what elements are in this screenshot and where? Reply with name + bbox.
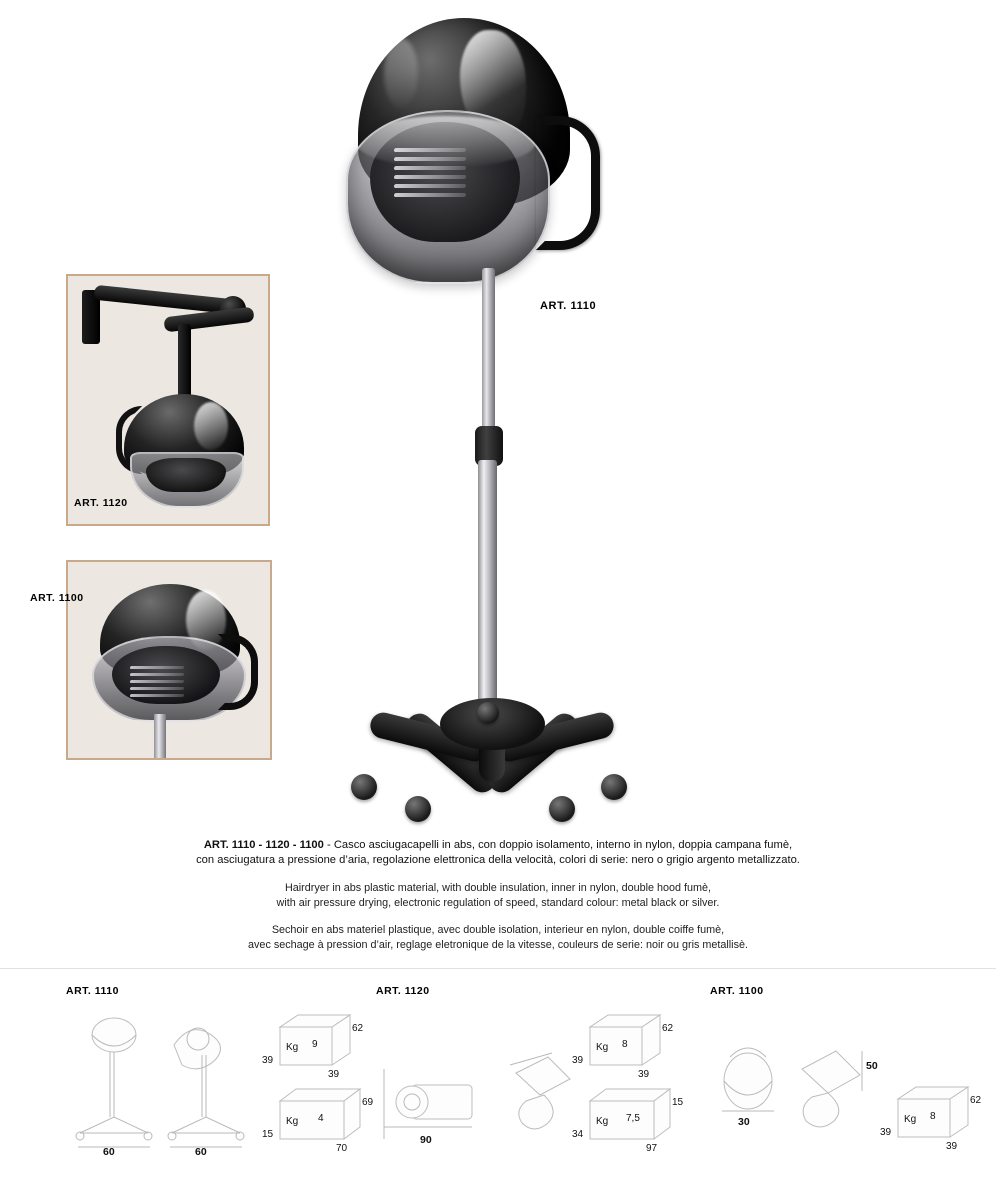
dim-1100-hood-depth: 50 bbox=[866, 1060, 878, 1072]
photo-frame-1100 bbox=[66, 560, 272, 760]
hood-transparent-bowl bbox=[346, 110, 550, 284]
box-1110-a-depth: 39 bbox=[262, 1055, 274, 1066]
description-french-line2: avec sechage à pression d’air, reglage eletronique de la vitesse, couleurs de serie: noir ou gris metallisè. bbox=[248, 938, 748, 951]
description-french-line1: Sechoir en abs materiel plastique, avec double isolation, interieur en nylon, double coiffe fumè, bbox=[271, 924, 725, 936]
hood-only-pole-stub bbox=[154, 714, 166, 758]
hood-handle bbox=[536, 116, 600, 250]
photo-caption-1120: ART. 1120 bbox=[74, 497, 128, 509]
box-1110-a-unit: Kg bbox=[286, 1042, 299, 1053]
box-1100-a-depth: 39 bbox=[880, 1127, 892, 1138]
description-english-line2: with air pressure drying, electronic regulation of speed, standard colour: metal black or silver. bbox=[276, 896, 720, 909]
product-description bbox=[0, 838, 996, 952]
box-1100-a-height: 62 bbox=[970, 1095, 982, 1106]
swing-arm-upper bbox=[94, 285, 235, 315]
spec-title-1120: ART. 1120 bbox=[376, 985, 430, 997]
caster-wheel bbox=[351, 774, 377, 800]
dim-1110-base-front: 60 bbox=[103, 1146, 115, 1158]
bowl-shine bbox=[356, 116, 536, 168]
carton-box-1110-a bbox=[262, 1009, 372, 1079]
wall-hood-highlight bbox=[194, 402, 228, 450]
spec-block-1120 bbox=[376, 985, 684, 1180]
box-1110-b-depth: 15 bbox=[262, 1129, 274, 1140]
box-1110-a-weight: 9 bbox=[312, 1039, 318, 1050]
box-1110-a-height: 62 bbox=[352, 1023, 364, 1034]
dim-1120-arm-reach: 90 bbox=[420, 1134, 432, 1146]
photo-caption-1100: ART. 1100 bbox=[30, 592, 84, 604]
hood-only-vent-slats bbox=[130, 666, 184, 700]
box-1120-b-weight: 7,5 bbox=[626, 1113, 640, 1124]
spec-block-1100 bbox=[710, 985, 996, 1180]
carton-box-1110-b bbox=[262, 1079, 382, 1155]
box-1110-b-width: 70 bbox=[336, 1143, 348, 1154]
box-1100-a-width: 39 bbox=[946, 1141, 958, 1152]
box-1110-a-width: 39 bbox=[328, 1069, 340, 1079]
stand-pole-upper bbox=[482, 268, 495, 438]
carton-box-1120-a bbox=[572, 1009, 682, 1079]
description-italian-code: ART. 1110 - 1120 - 1100 bbox=[203, 839, 324, 851]
box-1120-b-unit: Kg bbox=[596, 1116, 609, 1127]
box-1100-a-weight: 8 bbox=[930, 1111, 936, 1122]
spec-title-1110: ART. 1110 bbox=[66, 985, 119, 997]
box-1120-a-height: 62 bbox=[662, 1023, 674, 1034]
dim-1100-hood-width: 30 bbox=[738, 1116, 750, 1128]
description-italian-line2: con asciugatura a pressione d’aria, regolazione elettronica della velocità, colori di serie: nero o grigio argento metallizzato. bbox=[196, 854, 800, 866]
photo-frame-1120 bbox=[66, 274, 270, 526]
description-french bbox=[0, 923, 996, 952]
box-1120-a-weight: 8 bbox=[622, 1039, 628, 1050]
hero-product-image bbox=[320, 18, 720, 818]
box-1110-b-weight: 4 bbox=[318, 1113, 324, 1124]
carton-box-1120-b bbox=[572, 1079, 692, 1155]
caster-wheel bbox=[405, 796, 431, 822]
box-1120-b-width: 97 bbox=[646, 1143, 658, 1154]
description-italian bbox=[0, 838, 996, 868]
spec-block-1110 bbox=[66, 985, 374, 1180]
box-1120-a-width: 39 bbox=[638, 1069, 650, 1079]
carton-box-1100-a bbox=[880, 1077, 995, 1153]
box-1120-a-unit: Kg bbox=[596, 1042, 609, 1053]
hero-hood bbox=[340, 18, 590, 278]
description-english-line1: Hairdryer in abs plastic material, with double insulation, inner in nylon, double hood fumè, bbox=[284, 882, 712, 894]
spec-title-1100: ART. 1100 bbox=[710, 985, 764, 997]
box-1120-b-height: 15 bbox=[672, 1097, 684, 1108]
section-divider bbox=[0, 968, 996, 969]
box-1100-a-unit: Kg bbox=[904, 1114, 917, 1125]
box-1120-b-depth: 34 bbox=[572, 1129, 584, 1140]
box-1110-b-height: 69 bbox=[362, 1097, 374, 1108]
box-1120-a-depth: 39 bbox=[572, 1055, 584, 1066]
caster-wheel bbox=[549, 796, 575, 822]
caster-wheel bbox=[477, 702, 499, 724]
box-1110-b-unit: Kg bbox=[286, 1116, 299, 1127]
dim-1110-base-side: 60 bbox=[195, 1146, 207, 1158]
hood-highlight-secondary bbox=[384, 38, 418, 108]
hero-product-code: ART. 1110 bbox=[540, 300, 597, 312]
hood-only-handle bbox=[218, 634, 258, 710]
stand-base bbox=[345, 678, 635, 818]
description-english bbox=[0, 881, 996, 910]
caster-wheel bbox=[601, 774, 627, 800]
wall-hood-bowl bbox=[130, 452, 244, 508]
description-italian-line1: - Casco asciugacapelli in abs, con doppio isolamento, interno in nylon, doppia campana fumè, bbox=[323, 839, 793, 851]
